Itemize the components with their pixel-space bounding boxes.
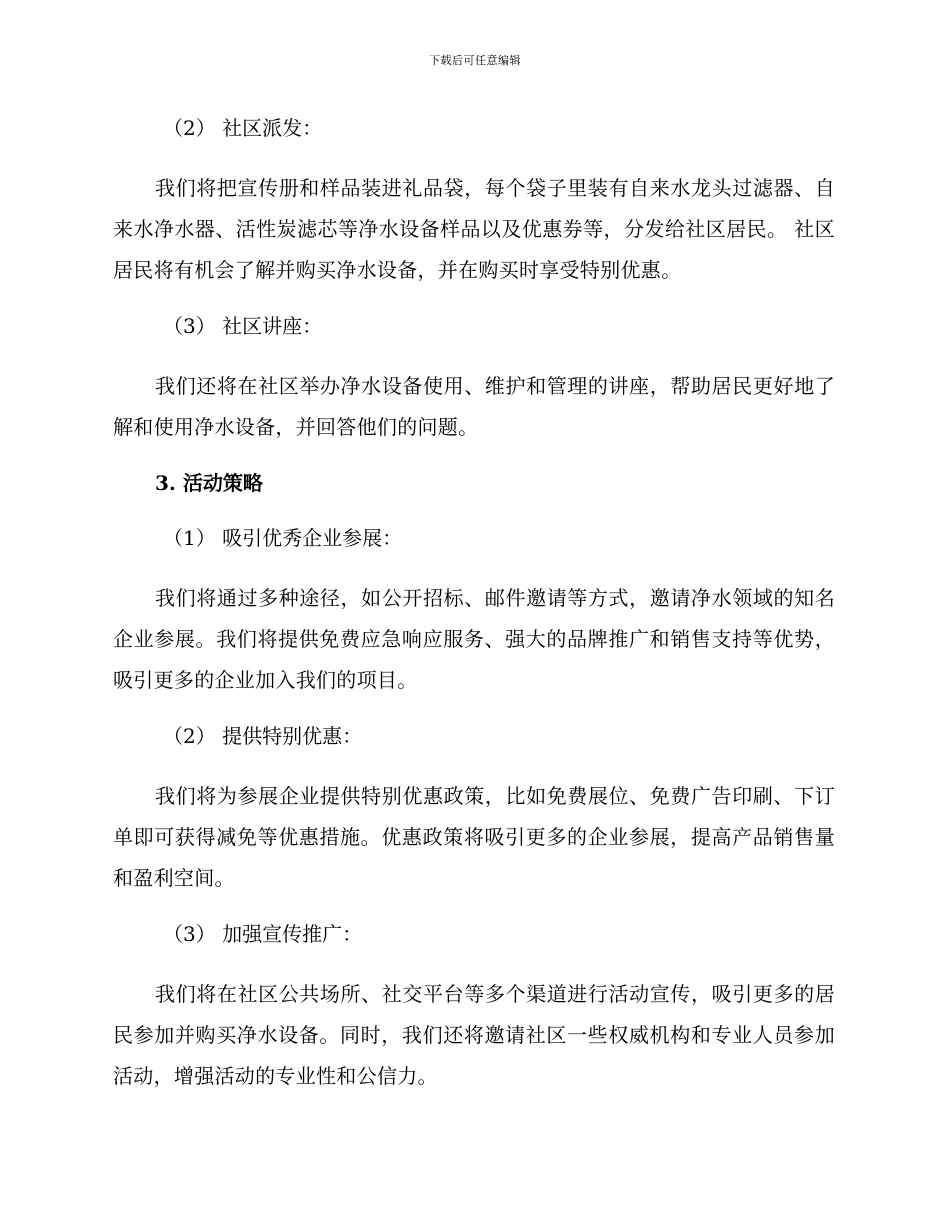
paragraph-attract-exhibitors: 我们将通过多种途径，如公开招标、邮件邀请等方式，邀请净水领域的知名企业参展。我们将提供免费应急响应服务、强大的品牌推广和销售支持等优势，吸引更多的企业加入我们的项目。 bbox=[113, 586, 835, 692]
paragraph-promotion: 我们将在社区公共场所、社交平台等多个渠道进行活动宣传，吸引更多的居民参加并购买净水设备。同时，我们还将邀请社区一些权威机构和专业人员参加活动，增强活动的专业性和公信力。 bbox=[113, 982, 835, 1088]
item-heading-attract-exhibitors: （1） 吸引优秀企业参展： bbox=[163, 526, 403, 550]
item-heading-special-offers: （2） 提供特别优惠： bbox=[163, 724, 363, 748]
page-header: 下载后可任意编辑 bbox=[429, 54, 521, 67]
paragraph-community-distribution: 我们将把宣传册和样品装进礼品袋，每个袋子里装有自来水龙头过滤器、自来水净水器、活性炭滤芯等净水设备样品以及优惠券等，分发给社区居民。 社区居民将有机会了解并购买净水设备，并在购买时享受特别优惠。 bbox=[113, 176, 835, 282]
item-heading-community-lecture: （3） 社区讲座： bbox=[163, 314, 323, 338]
item-heading-promotion: （3） 加强宣传推广： bbox=[163, 922, 363, 946]
paragraph-community-lecture: 我们还将在社区举办净水设备使用、维护和管理的讲座，帮助居民更好地了解和使用净水设备，并回答他们的问题。 bbox=[113, 374, 835, 439]
section-heading-activity-strategy: 3. 活动策略 bbox=[155, 471, 263, 495]
item-heading-community-distribution: （2） 社区派发： bbox=[163, 116, 323, 140]
paragraph-special-offers: 我们将为参展企业提供特别优惠政策，比如免费展位、免费广告印刷、下订单即可获得减免等优惠措施。优惠政策将吸引更多的企业参展，提高产品销售量和盈利空间。 bbox=[113, 784, 835, 890]
document-body bbox=[113, 113, 835, 1097]
